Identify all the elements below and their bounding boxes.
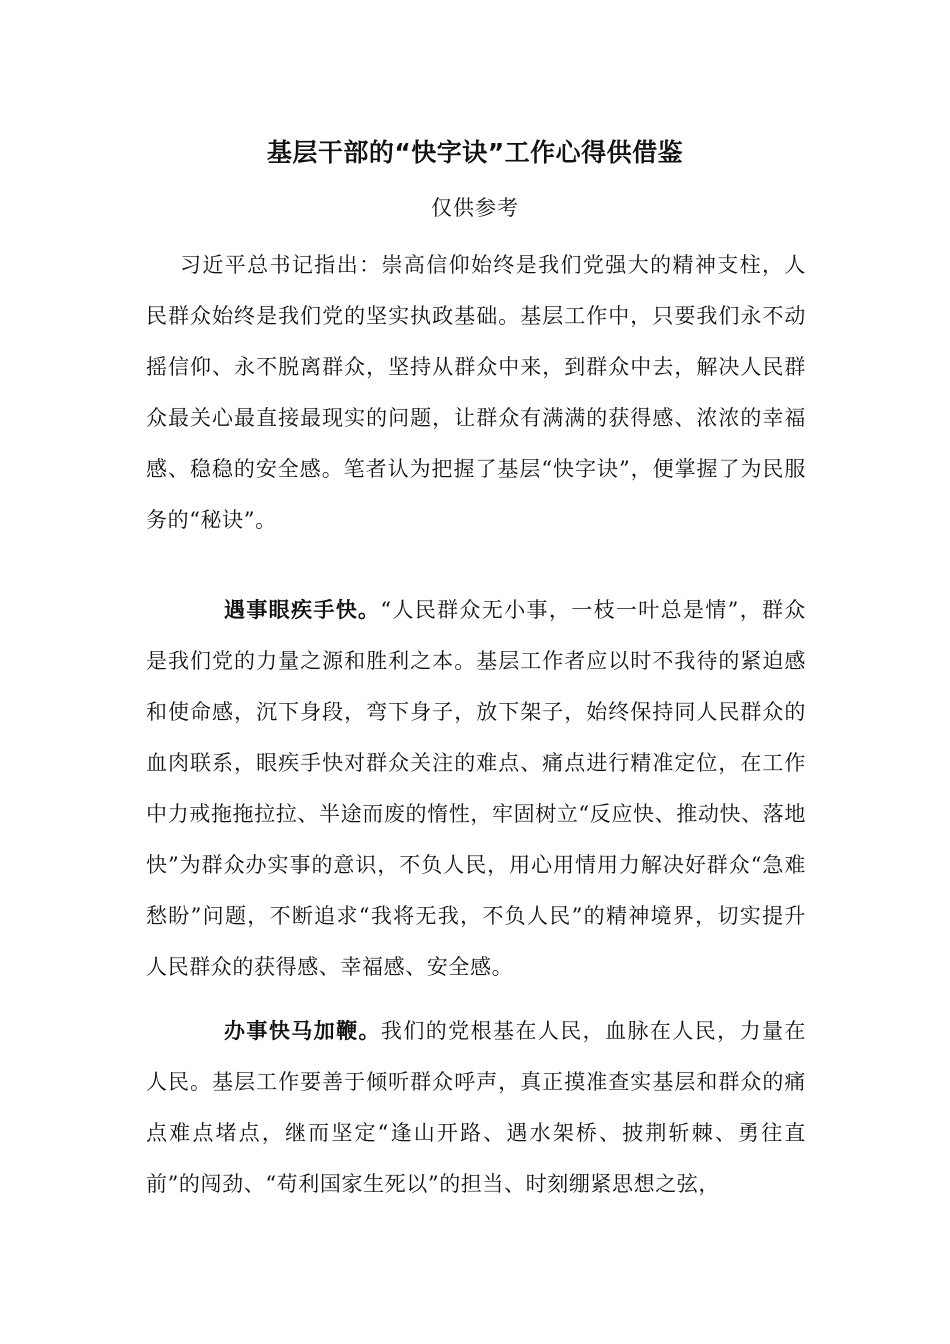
section-heading: 遇事眼疾手快。 <box>224 598 381 622</box>
intro-paragraph: 习近平总书记指出：崇高信仰始终是我们党强大的精神支柱，人民群众始终是我们党的坚实执政基础。基层工作中，只要我们永不动摇信仰、永不脱离群众，坚持从群众中来，到群众中去，解决人民群众最关心最直接最现实的问题，让群众有满满的获得感、浓浓的幸福感、稳稳的安全感。笔者认为把握了基层“快字诀”，便掌握了为民服务的“秘诀”。 <box>146 253 806 532</box>
section-text: 我们的党根基在人民，血脉在人民，力量在人民。基层工作要善于倾听群众呼声，真正摸准查实基层和群众的痛点难点堵点，继而坚定“逢山开路、遇水架桥、披荆斩棘、勇往直前”的闯劲、“苟利国家生死以”的担当、时刻绷紧思想之弦， <box>146 1019 807 1196</box>
section-text: “人民群众无小事，一枝一叶总是情”，群众是我们党的力量之源和胜利之本。基层工作者应以时不我待的紧迫感和使命感，沉下身段，弯下身子，放下架子，始终保持同人民群众的血肉联系，眼疾手快对群众关注的难点、痛点进行精准定位，在工作中力戒拖拖拉拉、半途而废的惰性，牢固树立“反应快、推动快、落地快”为群众办实事的意识，不负人民，用心用情用力解决好群众“急难愁盼”问题，不断追求“我将无我，不负人民”的精神境界，切实提升人民群众的获得感、幸福感、安全感。 <box>146 598 806 979</box>
document-title: 基层干部的“快字诀”工作心得供借鉴 <box>266 138 684 167</box>
document-subtitle: 仅供参考 <box>431 196 519 220</box>
section-paragraph <box>146 1006 806 1210</box>
section-heading: 办事快马加鞭。 <box>224 1019 381 1043</box>
section-paragraph <box>146 585 806 993</box>
